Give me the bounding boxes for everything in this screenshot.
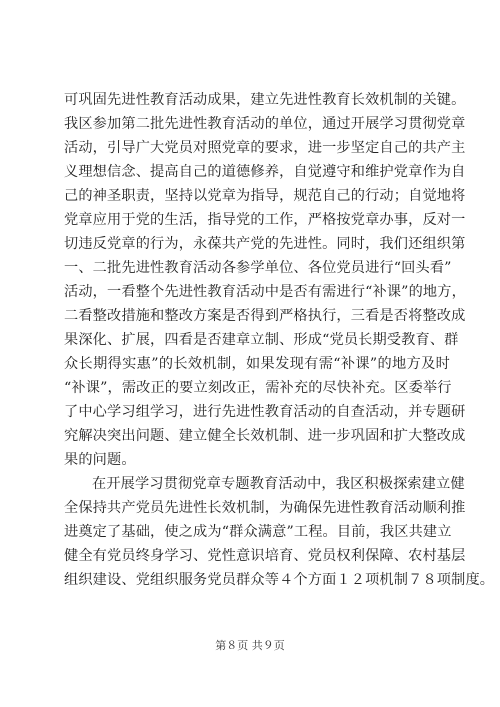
paragraph-2 [64,472,495,592]
text-line: 果的问题。 [64,452,136,468]
text-line: 己的神圣职责，坚持以党章为指导，规范自己的行动；自觉地将 [64,188,466,204]
text-line: 果深化、扩展，四看是否建章立制、形成“党员长期受教育、群 [64,332,459,348]
text-line: 我区参加第二批先进性教育活动的单位，通过开展学习贯彻党章 [64,116,466,132]
text-line: 众长期得实惠”的长效机制，如果发现有需“补课”的地方及时 [64,356,450,372]
text-line: 了中心学习组学习，进行先进性教育活动的自查活动，并专题研 [64,404,466,420]
paragraph-1 [64,88,466,472]
text-line: 一、二批先进性教育活动各参学单位、各位党员进行“回头看” [64,260,452,276]
text-line: 在开展学习贯彻党章专题教育活动中，我区积极探索建立健 [92,476,465,492]
text-line: 活动，一看整个先进性教育活动中是否有需进行“补课”的地方， [64,284,466,300]
text-line: “补课”，需改正的要立刻改正，需补充的尽快补充。区委举行 [64,380,452,396]
page-number-footer: 第８页 共９页 [215,639,285,652]
text-line: 活动，引导广大党员对照党章的要求，进一步坚定自己的共产主 [64,140,466,156]
text-line: 党章应用于党的生活，指导党的工作，严格按党章办事，反对一 [64,212,466,228]
text-line: 进奠定了基础，使之成为“群众满意”工程。目前，我区共建立 [64,524,452,540]
text-line: 可巩固先进性教育活动成果，建立先进性教育长效机制的关键。 [64,92,466,108]
text-line: 究解决突出问题、建立健全长效机制、进一步巩固和扩大整改成 [64,428,466,444]
text-line: 二看整改措施和整改方案是否得到严格执行，三看是否将整改成 [64,308,466,324]
text-line: 健全有党员终身学习、党性意识培育、党员权利保障、农村基层 [64,548,466,564]
text-line: 组织建设、党组织服务党员群众等４个方面１２项机制７８项制度。 [64,572,495,588]
text-line: 义理想信念、提高自己的道德修养，自觉遵守和维护党章作为自 [64,164,466,180]
text-line: 切违反党章的行为，永葆共产党的先进性。同时，我们还组织第 [64,236,466,252]
document-body [64,88,495,592]
text-line: 全保持共产党员先进性长效机制，为确保先进性教育活动顺利推 [64,500,466,516]
